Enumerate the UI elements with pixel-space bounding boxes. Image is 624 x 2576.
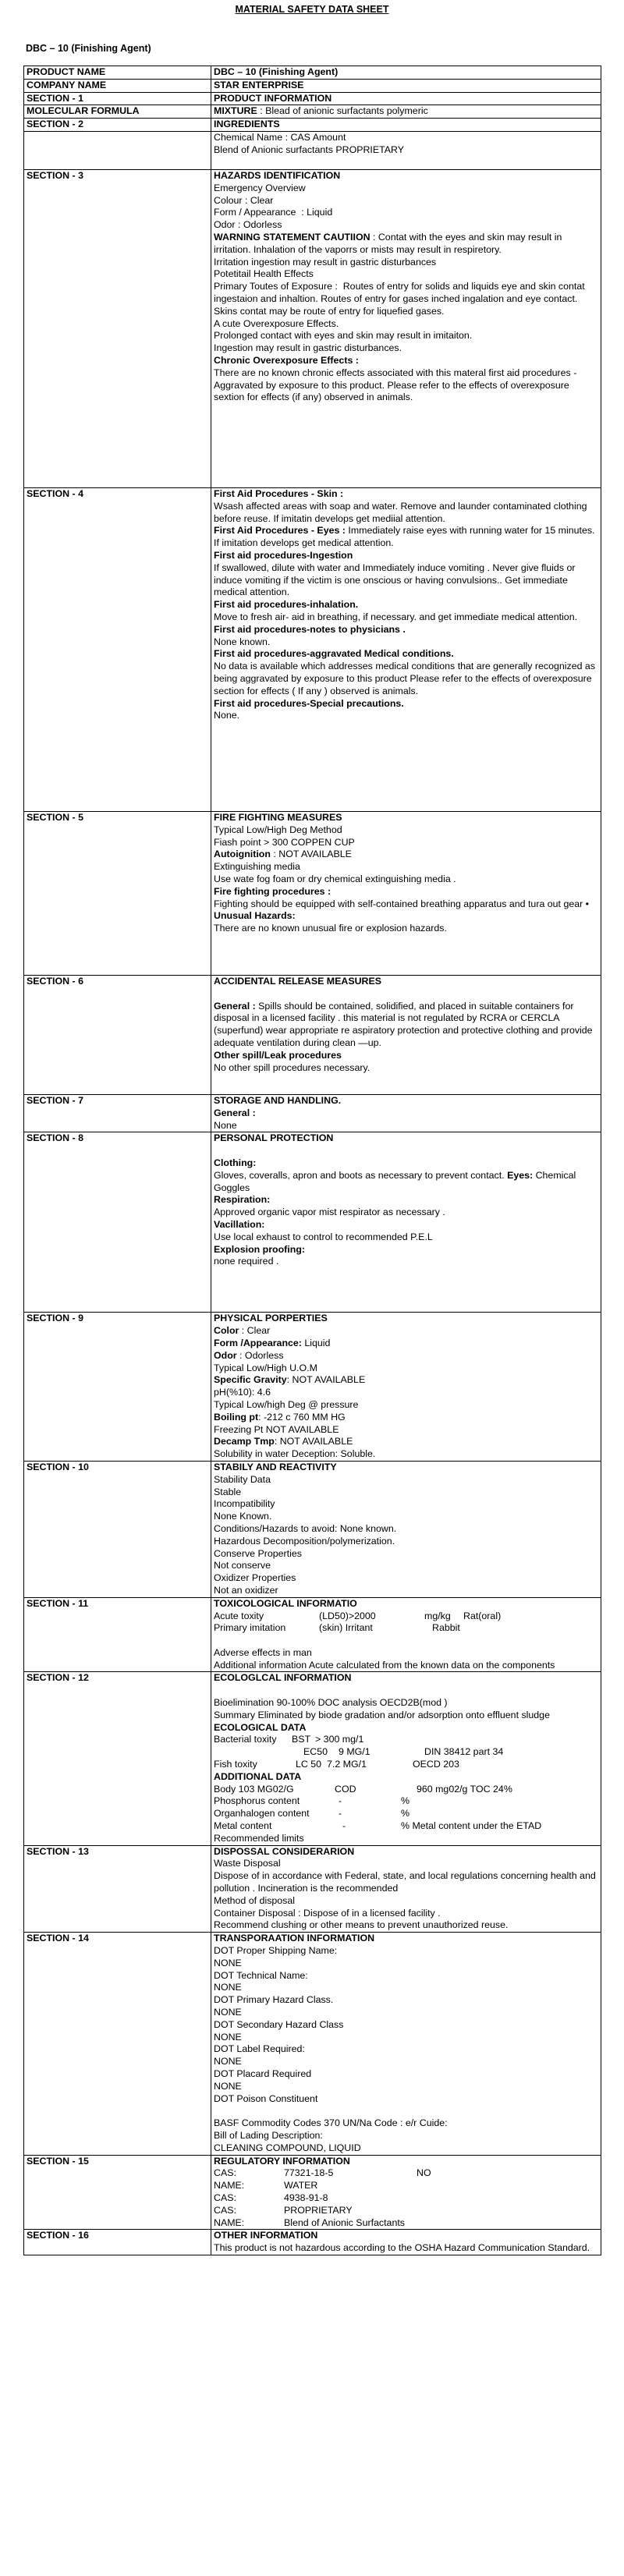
odor-label: Odor	[214, 1349, 237, 1361]
gravity-line	[214, 1374, 598, 1387]
respiration-label: Respiration:	[214, 1194, 271, 1206]
section-2-body	[211, 131, 601, 169]
additional-data-label: ADDITIONAL DATA	[214, 1770, 302, 1782]
stability-line: Oxidizer Properties	[214, 1572, 296, 1584]
regulatory-row	[214, 2180, 598, 2192]
color-line	[214, 1325, 598, 1338]
irritation-line: Irritation ingestion may result in gastric disturbances	[214, 256, 437, 268]
row-section-14	[24, 1933, 601, 2155]
stability-line: None Known.	[214, 1511, 272, 1522]
eco-cell: -	[339, 1808, 342, 1819]
stability-line: Conditions/Hazards to avoid: None known.	[214, 1522, 397, 1534]
transport-line: NONE	[214, 2056, 242, 2068]
ingestion-text: If swallowed, dilute with water and Immediately induce vomiting . Never give fluids or induce vomiting if the victim is one onscious or having convulsions.. Get immediate medical attention.	[214, 562, 578, 598]
eyes-procedure	[214, 525, 598, 550]
section-14-body	[211, 1933, 601, 2155]
product-name-label: PRODUCT NAME	[24, 66, 211, 80]
boiling-text: : -212 c 760 MM HG	[258, 1411, 346, 1423]
eyes-text: Immediately raise eyes with running water for 15 minutes. If imitation develops get medical attention.	[214, 525, 597, 549]
adverse-line: Adverse effects in man	[214, 1646, 312, 1658]
eco-cell: DIN 38412 part 34	[424, 1746, 504, 1758]
eco-cell: LC 50	[296, 1759, 322, 1770]
eco-cell: Fish toxity	[214, 1759, 257, 1770]
regulatory-row	[214, 2217, 598, 2230]
gravity-text: : NOT AVAILABLE	[286, 1374, 366, 1386]
body-row	[214, 1784, 598, 1796]
color-label: Color	[214, 1325, 239, 1337]
tox-cell: (LD50)>2000	[319, 1610, 376, 1621]
regulatory-row	[214, 2167, 598, 2180]
stability-line: Hazardous Decomposition/polymerization.	[214, 1535, 395, 1547]
section-12-heading: ECOLOGLCAL INFORMATION	[214, 1672, 352, 1684]
aggravated-label: First aid procedures-aggravated Medical conditions.	[214, 648, 454, 660]
section-12-label: SECTION - 12	[24, 1672, 211, 1845]
company-name-value: STAR ENTERPRISE	[211, 79, 601, 92]
row-section-2	[24, 119, 601, 132]
tox-cell: mg/kg	[424, 1610, 451, 1621]
regulatory-row	[214, 2205, 598, 2217]
eco-cell: Bacterial toxity	[214, 1734, 277, 1745]
row-section-5	[24, 811, 601, 975]
fire-line: Typical Low/High Deg Method	[214, 824, 342, 835]
stability-line: Incompatibility	[214, 1498, 275, 1510]
notes-label: First aid procedures-notes to physicians .	[214, 623, 406, 635]
appearance-label: Form /Appearance:	[214, 1337, 302, 1348]
basf-line: BASF Commodity Codes 370 UN/Na Code : e/r Cuide:	[214, 2117, 448, 2129]
section-2-label: SECTION - 2	[24, 119, 211, 132]
fire-line: Extinguishing media	[214, 861, 300, 873]
disposal-line: Container Disposal : Dispose of in a licensed facility .	[214, 1907, 441, 1919]
eco-cell: Organhalogen content	[214, 1808, 310, 1819]
transport-line: NONE	[214, 1982, 242, 1993]
storage-general-label: General :	[214, 1107, 256, 1118]
clothing-line	[214, 1170, 598, 1195]
eco-cell: Phosphorus content	[214, 1795, 300, 1807]
product-name-value: DBC – 10 (Finishing Agent)	[211, 66, 601, 80]
fire-procedures-label: Fire fighting procedures :	[214, 885, 332, 897]
warning-label: WARNING STATEMENT CAUTIION	[214, 231, 370, 243]
row-section-3	[24, 169, 601, 487]
reg-cell: PROPRIETARY	[284, 2204, 353, 2216]
row-product-name	[24, 66, 601, 80]
bill-line: Bill of Lading Description:	[214, 2129, 323, 2141]
section-9-body	[211, 1313, 601, 1462]
row-section-1	[24, 92, 601, 105]
section-8-body	[211, 1132, 601, 1313]
section-13-label: SECTION - 13	[24, 1845, 211, 1933]
tox-cell: (skin) Irritant	[319, 1622, 373, 1634]
primary-routes: Primary Toutes of Exposure : Routes of entry for solids and liquids eye and skin contat ingestaion and inhaltion. Routes of entry for gases inched ingalation and eye contact. Skins contat may be route of entry for liquefied gases.	[214, 281, 588, 317]
aggravated-text: No data is available which addresses medical conditions that are generally recognized as being aggravated by exposure to this product Please refer to the effects of overexposure section for effects ( If any ) observed is animals.	[214, 661, 598, 696]
disposal-line: Dispose of in accordance with Federal, state, and local regulations concerning health and pollution . Incineration is the recommended	[214, 1870, 599, 1894]
section-7-label: SECTION - 7	[24, 1094, 211, 1132]
cleaning-line: CLEANING COMPOUND, LIQUID	[214, 2142, 361, 2153]
vacillation-label: Vacillation:	[214, 1218, 265, 1230]
inhalation-label: First aid procedures-inhalation.	[214, 599, 359, 611]
stability-line: Not conserve	[214, 1560, 271, 1571]
section-11-label: SECTION - 11	[24, 1597, 211, 1672]
fire-line: Use wate fog foam or dry chemical extinguishing media .	[214, 873, 456, 884]
acute-toxity-row	[214, 1610, 598, 1623]
transport-line: DOT Poison Constituent	[214, 2092, 318, 2104]
ingestion-label: First aid procedures-Ingestion	[214, 549, 353, 561]
tox-cell: Primary imitation	[214, 1622, 286, 1634]
row-section-15	[24, 2155, 601, 2230]
section-9-label: SECTION - 9	[24, 1313, 211, 1462]
inhalation-text: Move to fresh air- aid in breathing, if necessary. and get immediate medical attention.	[214, 611, 578, 622]
colour-line: Colour : Clear	[214, 194, 274, 206]
notes-text: None known.	[214, 636, 271, 647]
eco-cell: OECD 203	[413, 1759, 459, 1770]
section-13-body	[211, 1845, 601, 1933]
transport-line: DOT Proper Shipping Name:	[214, 1945, 338, 1957]
section-7-heading: STORAGE AND HANDLING.	[214, 1094, 342, 1106]
other-info-text: This product is not hazardous according to the OSHA Hazard Communication Standard.	[214, 2242, 590, 2254]
section-8-label: SECTION - 8	[24, 1132, 211, 1313]
stability-line: Not an oxidizer	[214, 1584, 278, 1596]
warning-text: : Contat with the eyes and skin may result in irritation. Inhalation of the vaporrs or mists may result in respiretory.	[214, 231, 565, 255]
section-15-label: SECTION - 15	[24, 2155, 211, 2230]
row-section-13	[24, 1845, 601, 1933]
odor-text: : Odorless	[236, 1349, 284, 1361]
appearance-line	[214, 1338, 598, 1350]
autoignition-text: : NOT AVAILABLE	[270, 849, 352, 860]
tox-cell: Rabbit	[432, 1622, 460, 1634]
tox-cell: Acute toxity	[214, 1610, 264, 1621]
explosion-text: none required .	[214, 1256, 279, 1267]
eco-cell: Metal content	[214, 1820, 272, 1832]
row-section-11	[24, 1597, 601, 1672]
freezing-line: Freezing Pt NOT AVAILABLE	[214, 1423, 339, 1435]
eco-cell: Body 103 MG02/G	[214, 1783, 294, 1795]
explosion-label: Explosion proofing:	[214, 1243, 306, 1255]
reg-cell: NAME:	[214, 2216, 245, 2228]
section-1-label: SECTION - 1	[24, 92, 211, 105]
mixture-text: : Blead of anionic surfactants polymeric	[257, 105, 428, 117]
decamp-text: : NOT AVAILABLE	[274, 1436, 353, 1447]
eco-cell: 7.2 MG/1	[327, 1759, 367, 1770]
reg-cell: 77321-18-5	[284, 2167, 334, 2179]
odor-prop-line	[214, 1350, 598, 1362]
section-5-heading: FIRE FIGHTING MEASURES	[214, 811, 342, 823]
eyes-protection-label: Eyes:	[507, 1169, 534, 1181]
eco-cell: 960 mg02/g TOC 24%	[417, 1783, 512, 1795]
section-8-heading: PERSONAL PROTECTION	[214, 1132, 334, 1144]
row-company-name	[24, 79, 601, 92]
eco-cell: BST	[292, 1734, 311, 1745]
fire-procedures-text: Fighting should be equipped with self-contained breathing apparatus and tura out gear •	[214, 898, 590, 909]
eyes-label: First Aid Procedures - Eyes :	[214, 525, 346, 537]
row-section-10	[24, 1461, 601, 1597]
row-molecular-formula	[24, 105, 601, 119]
eco-cell: %	[401, 1808, 410, 1819]
eco-cell: COD	[335, 1783, 356, 1795]
section-3-heading: HAZARDS IDENTIFICATION	[214, 169, 341, 181]
document-subtitle: DBC – 10 (Finishing Agent)	[26, 43, 151, 54]
section-5-label: SECTION - 5	[24, 811, 211, 975]
section-1-heading: PRODUCT INFORMATION	[211, 92, 601, 105]
other-spill-label: Other spill/Leak procedures	[214, 1049, 342, 1061]
recommended-line: Recommended limits	[214, 1832, 304, 1844]
boiling-label: Boiling pt	[214, 1411, 259, 1423]
transport-line: NONE	[214, 2080, 242, 2092]
gravity-label: Specific Gravity	[214, 1374, 287, 1386]
color-text: : Clear	[239, 1325, 271, 1337]
reg-cell: 4938-91-8	[284, 2192, 328, 2203]
section-6-heading: ACCIDENTAL RELEASE MEASURES	[214, 975, 382, 987]
eco-cell: %	[401, 1795, 410, 1807]
reg-cell: WATER	[284, 2180, 318, 2192]
reg-cell: CAS:	[214, 2192, 236, 2203]
potential-effects-line: Potetitail Health Effects	[214, 268, 314, 280]
ecological-data-label: ECOLOGICAL DATA	[214, 1721, 307, 1733]
eco-cell: 9 MG/1	[339, 1746, 370, 1758]
row-section-2-body	[24, 131, 601, 169]
section-4-heading: First Aid Procedures - Skin :	[214, 487, 344, 499]
document-title: MATERIAL SAFETY DATA SHEET	[235, 4, 389, 15]
autoignition-label: Autoignition	[214, 849, 271, 860]
stability-line: Stability Data	[214, 1473, 271, 1485]
section-15-heading: REGULATORY INFORMATION	[214, 2155, 350, 2167]
eco-cell: -	[339, 1795, 342, 1807]
eco-cell: -	[342, 1820, 346, 1832]
typical-line: Typical Low/High U.O.M	[214, 1362, 317, 1373]
section-15-body	[211, 2155, 601, 2230]
unusual-text: There are no known unusual fire or explosion hazards.	[214, 923, 447, 934]
transport-line: DOT Secondary Hazard Class	[214, 2018, 344, 2030]
molecular-formula-label: MOLECULAR FORMULA	[24, 105, 211, 119]
prolonged-line: Prolonged contact with eyes and skin may result in imitaiton.	[214, 330, 473, 342]
eco-cell: % Metal content under the ETAD	[401, 1820, 542, 1832]
disposal-line: Recommend clushing or other means to prevent unauthorized reuse.	[214, 1919, 509, 1931]
appearance-text: Liquid	[301, 1337, 331, 1348]
section-9-heading: PHYSICAL PORPERTIES	[214, 1313, 328, 1324]
storage-general-text: None	[214, 1119, 237, 1131]
autoignition-line	[214, 849, 598, 861]
section-3-body	[211, 169, 601, 487]
metal-row	[214, 1820, 598, 1833]
section-3-label: SECTION - 3	[24, 169, 211, 487]
odor-line: Odor : Odorless	[214, 219, 282, 231]
section-6-label: SECTION - 6	[24, 975, 211, 1094]
organhalogen-row	[214, 1808, 598, 1820]
typical2-line: Typical Low/high Deg @ pressure	[214, 1398, 359, 1410]
msds-table	[23, 66, 601, 2255]
tox-cell: Rat(oral)	[463, 1610, 502, 1621]
other-spill-text: No other spill procedures necessary.	[214, 1061, 370, 1073]
fish-row	[214, 1759, 598, 1771]
section-10-label: SECTION - 10	[24, 1461, 211, 1597]
section-4-label: SECTION - 4	[24, 487, 211, 811]
summary-line: Summary Eliminated by biode gradation and/or adsorption onto effluent sludge	[214, 1709, 550, 1720]
ec50-row	[214, 1746, 598, 1759]
form-line: Form / Appearance : Liquid	[214, 207, 333, 218]
section-10-body	[211, 1461, 601, 1597]
regulatory-row	[214, 2192, 598, 2205]
ingredients-line: Blend of Anionic surfactants PROPRIETARY	[214, 144, 405, 155]
row-section-6	[24, 975, 601, 1094]
reg-cell: CAS:	[214, 2167, 236, 2179]
transport-line: DOT Primary Hazard Class.	[214, 1994, 334, 2006]
company-name-label: COMPANY NAME	[24, 79, 211, 92]
section-14-heading: TRANSPORAATION INFORMATION	[214, 1933, 375, 1944]
row-section-9	[24, 1313, 601, 1462]
mixture-label: MIXTURE	[214, 105, 257, 117]
decamp-line	[214, 1436, 598, 1448]
section-7-body	[211, 1094, 601, 1132]
transport-line: NONE	[214, 2031, 242, 2043]
primary-imitation-row	[214, 1622, 598, 1635]
chronic-text: There are no known chronic effects associated with this materal first aid procedures - Aggravated by exposure to this product. Please refer to the effects of overexposure sextion for effects (if any) observed in animals.	[214, 367, 580, 403]
skin-text: Wsash affected areas with soap and water. Remove and launder contaminated clothing before reuse. If imitatin develops get mediial attention.	[214, 500, 590, 524]
section-13-heading: DISPOSSAL CONSIDERARION	[214, 1845, 355, 1857]
row-section-8	[24, 1132, 601, 1313]
molecular-formula-value	[211, 105, 601, 119]
row-section-4	[24, 487, 601, 811]
solubility-line: Solubility in water Deception: Soluble.	[214, 1448, 376, 1460]
stability-line: Conserve Properties	[214, 1547, 302, 1559]
general-spill	[214, 1001, 598, 1050]
phosphorus-row	[214, 1795, 598, 1808]
warning-statement	[214, 232, 598, 257]
general-text: Spills should be contained, solidified, and placed in suitable containers for disposal in a licensed facility . this material is not regulated by RCRA or CERCLA (superfund) wear appropriate re aspiratory protection and protective clothing and provide adequate ventilation during clean —up.	[214, 1000, 596, 1048]
section-2-heading: INGREDIENTS	[211, 119, 601, 132]
respiration-text: Approved organic vapor mist respirator as necessary .	[214, 1207, 445, 1218]
section-10-heading: STABILY AND REACTIVITY	[214, 1461, 337, 1472]
ingredients-line: Chemical Name : CAS Amount	[214, 131, 346, 143]
row-section-7	[24, 1094, 601, 1132]
clothing-label: Clothing:	[214, 1157, 257, 1168]
ph-line: pH(%10): 4.6	[214, 1387, 271, 1398]
special-text: None.	[214, 710, 240, 721]
disposal-line: Waste Disposal	[214, 1858, 281, 1869]
section-12-body	[211, 1672, 601, 1845]
decamp-label: Decamp Tmp	[214, 1436, 275, 1447]
stability-line: Stable	[214, 1486, 242, 1497]
fire-line: Fiash point > 300 COPPEN CUP	[214, 836, 355, 848]
section-16-heading: OTHER INFORMATION	[214, 2230, 318, 2241]
eco-cell: EC50	[303, 1746, 328, 1758]
boiling-line	[214, 1412, 598, 1424]
section-14-label: SECTION - 14	[24, 1933, 211, 2155]
additional-tox-line: Additional information Acute calculated from the known data on the components	[214, 1659, 555, 1671]
transport-line: DOT Placard Required	[214, 2068, 312, 2079]
section-6-body	[211, 975, 601, 1094]
section-16-body	[211, 2230, 601, 2255]
transport-line: DOT Technical Name:	[214, 1969, 308, 1981]
reg-cell: Blend of Anionic Surfactants	[284, 2216, 405, 2228]
disposal-line: Method of disposal	[214, 1894, 296, 1906]
ingestion-line: Ingestion may result in gastric disturbances.	[214, 342, 402, 354]
row-section-12	[24, 1672, 601, 1845]
emergency-overview: Emergency Overview	[214, 182, 306, 193]
transport-line: NONE	[214, 2007, 242, 2018]
eyes-protection-text: Chemical Goggles	[214, 1169, 579, 1193]
reg-cell: CAS:	[214, 2204, 236, 2216]
chronic-label: Chronic Overexposure Effects :	[214, 354, 359, 366]
section-16-label: SECTION - 16	[24, 2230, 211, 2255]
clothing-text: Gloves, coveralls, apron and boots as necessary to prevent contact.	[214, 1169, 508, 1181]
section-11-heading: TOXICOLOGICAL INFORMATIO	[214, 1597, 357, 1609]
section-5-body	[211, 811, 601, 975]
general-label: General :	[214, 1000, 256, 1012]
vacillation-text: Use local exhaust to control to recommended P.E.L	[214, 1231, 433, 1242]
section-11-body	[211, 1597, 601, 1672]
bacterial-row	[214, 1734, 598, 1746]
section-4-body	[211, 487, 601, 811]
special-label: First aid procedures-Special precautions.	[214, 697, 404, 709]
unusual-label: Unusual Hazards:	[214, 910, 296, 922]
row-section-16	[24, 2230, 601, 2255]
transport-line: DOT Label Required:	[214, 2043, 305, 2055]
reg-cell: NAME:	[214, 2180, 245, 2192]
eco-cell: > 300 mg/1	[315, 1734, 364, 1745]
bioelimination-line: Bioelimination 90-100% DOC analysis OECD2B(mod )	[214, 1697, 448, 1709]
acute-effects-line: A cute Overexposure Effects.	[214, 317, 339, 329]
transport-line: NONE	[214, 1957, 242, 1968]
reg-cell: NO	[417, 2167, 431, 2179]
